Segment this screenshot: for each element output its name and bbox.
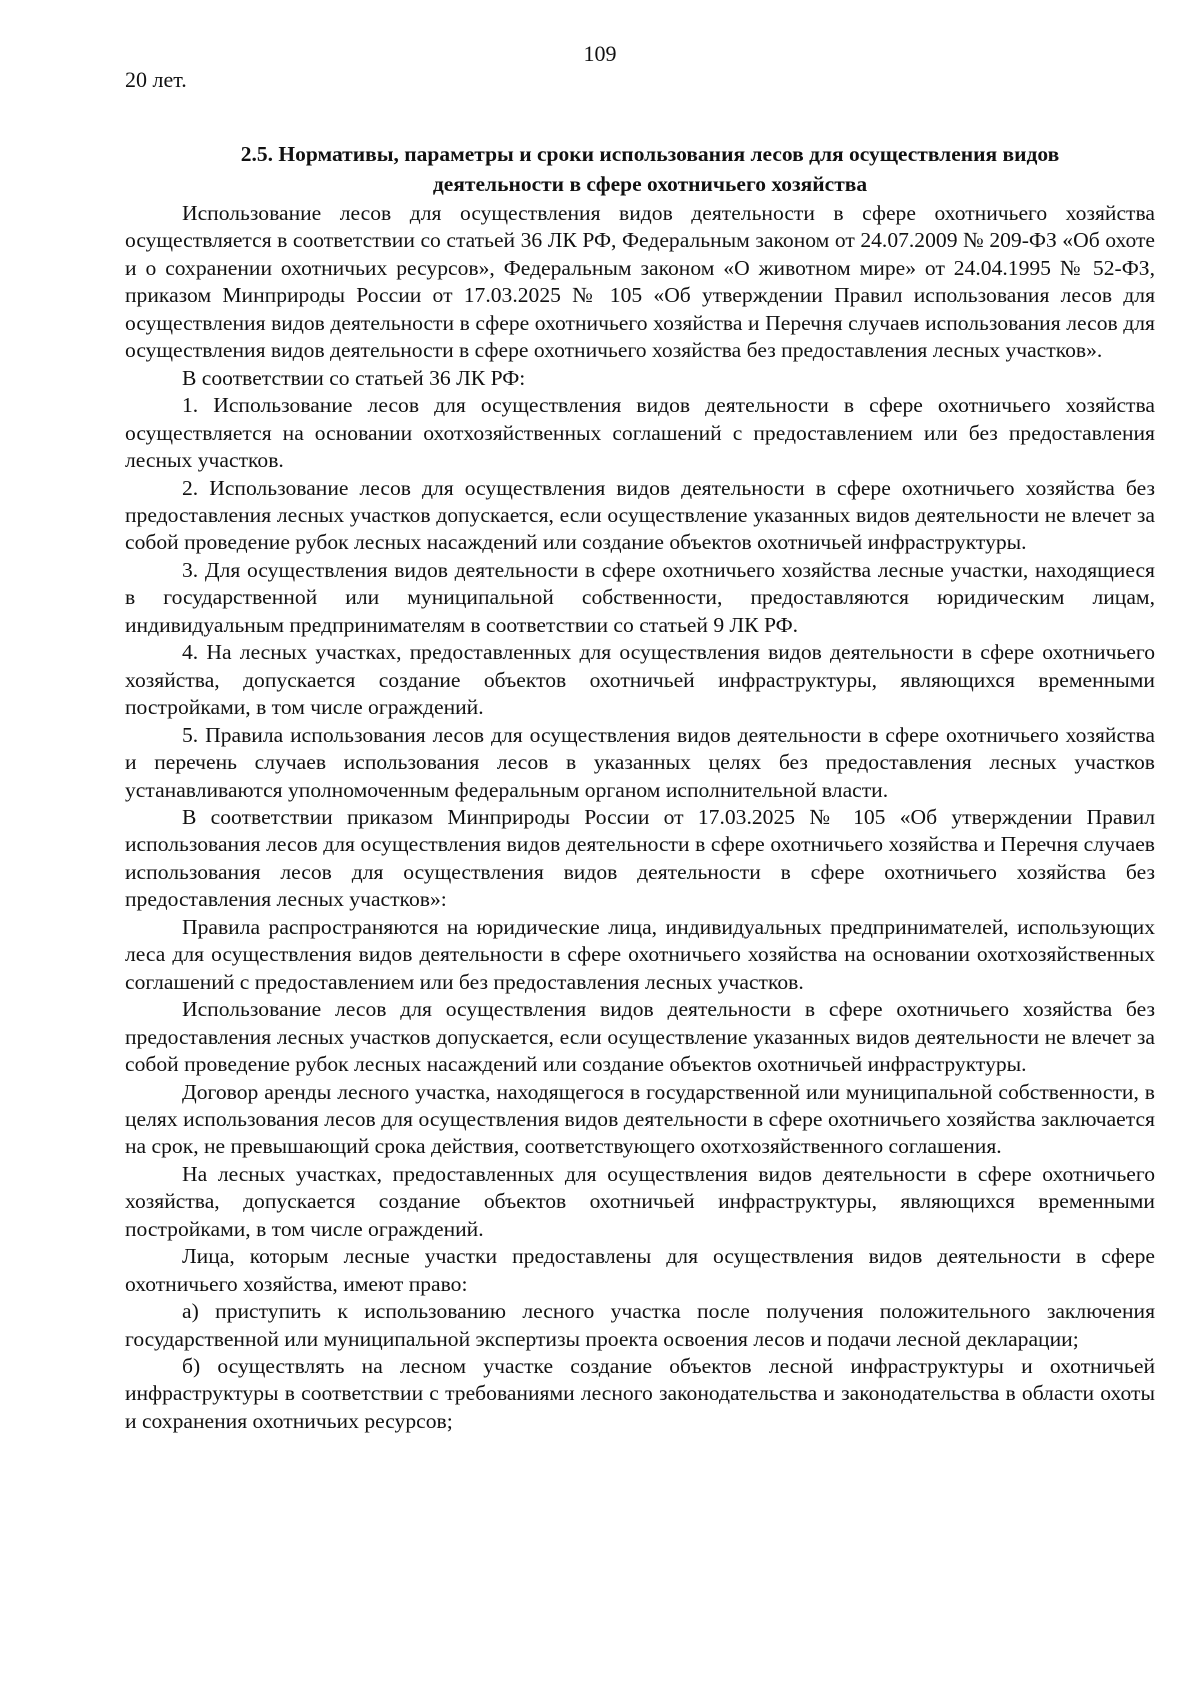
body-text: [125, 200, 1155, 1435]
page-number: 109: [583, 41, 617, 66]
list-item: б) осуществлять на лесном участке создание объектов лесной инфраструктуры и охотничьей инфраструктуры в соответствии с требованиями лесного законодательства и законодательства в области охоты и сохранения охотничьих ресурсов;: [125, 1354, 1155, 1433]
paragraph: Правила распространяются на юридические лица, индивидуальных предпринимателей, использующих леса для осуществления видов деятельности в сфере охотничьего хозяйства на основании охотхозяйственных соглашений с предоставлением или без предоставления лесных участков.: [125, 914, 1155, 994]
paragraph: В соответствии приказом Минприроды России от 17.03.2025 № 105 «Об утверждении Правил использования лесов для осуществления видов деятельности в сфере охотничьего хозяйства и Перечня случаев использования лесов для осуществления видов деятельности в сфере охотничьего хозяйства без предоставления лесных участков»:: [125, 804, 1155, 912]
paragraph: Использование лесов для осуществления видов деятельности в сфере охотничьего хозяйства осуществляется в соответствии со статьей 36 ЛК РФ, Федеральным законом от 24.07.2009 № 209-ФЗ «Об охоте и о сохранении охотничьих ресурсов», Федеральным законом «О животном мире» от 24.04.1995 № 52-ФЗ, приказом Минприроды России от 17.03.2025 № 105 «Об утверждении Правил использования лесов для осуществления видов деятельности в сфере охотничьего хозяйства и Перечня случаев использования лесов для осуществления видов деятельности в сфере охотничьего хозяйства без предоставления лесных участков».: [125, 201, 1155, 363]
paragraph: Договор аренды лесного участка, находящегося в государственной или муниципальной собственности, в целях использования лесов для осуществления видов деятельности в сфере охотничьего хозяйства заключается на срок, не превышающий срока действия, соответствующего охотхозяйственного соглашения.: [125, 1079, 1155, 1159]
list-item: 2. Использование лесов для осуществления видов деятельности в сфере охотничьего хозяйства без предоставления лесных участков допускается, если осуществление указанных видов деятельности не влечет за собой проведение рубок лесных насаждений или создание объектов охотничьей инфраструктуры.: [125, 475, 1155, 555]
list-item: 3. Для осуществления видов деятельности в сфере охотничьего хозяйства лесные участки, находящиеся в государственной или муниципальной собственности, предоставляются юридическим лицам, индивидуальным предпринимателям в соответствии со статьей 9 ЛК РФ.: [125, 557, 1155, 637]
list-item: 4. На лесных участках, предоставленных для осуществления видов деятельности в сфере охотничьего хозяйства, допускается создание объектов охотничьей инфраструктуры, являющихся временными постройками, в том числе ограждений.: [125, 640, 1155, 720]
continuation-text: 20 лет.: [125, 67, 187, 92]
list-item: 5. Правила использования лесов для осуществления видов деятельности в сфере охотничьего хозяйства и перечень случаев использования лесов в указанных целях без предоставления лесных участков устанавливаются уполномоченным федеральным органом исполнительной власти.: [125, 722, 1155, 802]
paragraph: Лица, которым лесные участки предоставлены для осуществления видов деятельности в сфере охотничьего хозяйства, имеют право:: [125, 1244, 1155, 1296]
list-item: а) приступить к использованию лесного участка после получения положительного заключения государственной или муниципальной экспертизы проекта освоения лесов и подачи лесной декларации;: [125, 1299, 1155, 1351]
paragraph: Использование лесов для осуществления видов деятельности в сфере охотничьего хозяйства без предоставления лесных участков допускается, если осуществление указанных видов деятельности не влечет за собой проведение рубок лесных насаждений или создание объектов охотничьей инфраструктуры.: [125, 997, 1155, 1077]
paragraph: На лесных участках, предоставленных для осуществления видов деятельности в сфере охотничьего хозяйства, допускается создание объектов охотничьей инфраструктуры, являющихся временными постройками, в том числе ограждений.: [125, 1161, 1155, 1241]
section-heading-line-2: деятельности в сфере охотничьего хозяйства: [432, 172, 868, 196]
section-heading-line-1: 2.5. Нормативы, параметры и сроки использования лесов для осуществления видов: [240, 142, 1060, 166]
list-item: 1. Использование лесов для осуществления видов деятельности в сфере охотничьего хозяйства осуществляется на основании охотхозяйственных соглашений с предоставлением или без предоставления лесных участков.: [125, 393, 1155, 473]
section-heading: [170, 139, 1130, 199]
paragraph: В соответствии со статьей 36 ЛК РФ:: [182, 365, 526, 390]
